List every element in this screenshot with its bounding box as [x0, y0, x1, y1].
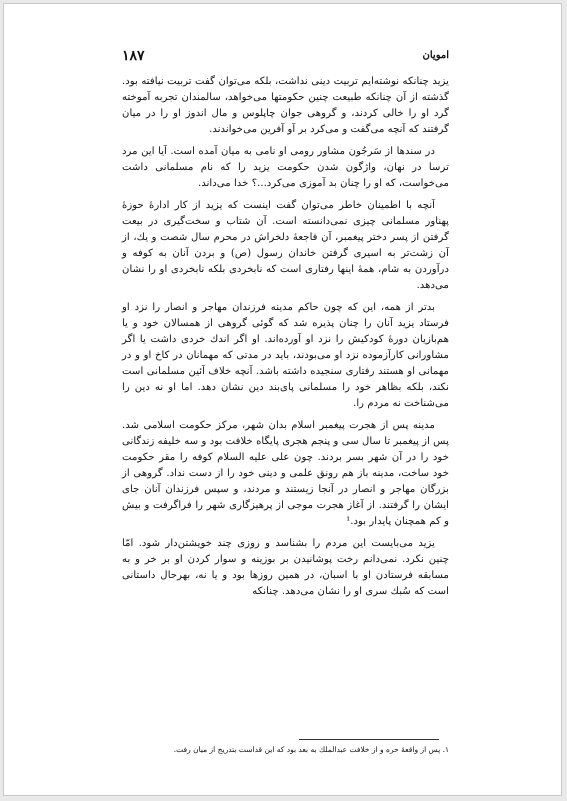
- paragraph: یزید چنانکه نوشته‌ایم تربیت دینی نداشت، بلکه می‌توان گفت تربیت نیافته بود. گذشته از آن چنانکه طبیعت چنین حکومتها می‌خواهد، سالمندان تجربه آموخته گرد او را خالی کردند، و گروهی جوان چاپلوس و مال اندوز او را در میان گرفتند که آنچه می‌گفت و می‌کرد بر آو آفرین می‌خواندند.: [122, 76, 449, 135]
- footnote-divider: [299, 739, 439, 740]
- page-header: [122, 48, 449, 68]
- paragraph: بدتر از همه، این که چون حاکم مدینه فرزندان مهاجر و انصار را نزد او فرستاد یزید آنان را چنان پذیره شد که گوئی گروهی از همسالان خود و یا هم‌بازیان دورهٔ کودکیش را نزد او آورده‌اند. او اگر اندك خردی داشت یا اگر مشاورانی کارآزموده نزد او می‌بودند، باید در مدتی که مهمانان در کاخ او و در مهمانی او هستند رفتاری سنجیده داشته باشد. آنچه خلاف آئین مسلمانی است نکند، بلکه بظاهر خود را مسلمانی پای‌بند دین نشان دهد. اما او نه دین را می‌شناخت نه مردم را.: [122, 302, 449, 409]
- paragraph: آنچه با اطمینان خاطر می‌توان گفت اینست که یزید از کار ادارهٔ حوزهٔ پهناور مسلمانی چیزی نمی‌دانسته است. آن شتاب و سخت‌گیری در بیعت گرفتن از پسر دختر پیغمبر، آن فاجعهٔ دلخراش در محرم سال شصت و یك، از آن زشت‌تر به اسیری گرفتن خاندان رسول (ص) و بردن آنان به کوفه و درآوردن به شام، همهٔ اینها رفتاری است که نابخردی بلکه نابخردی او را نشان می‌دهد.: [122, 200, 449, 291]
- paragraph: مدینه پس از هجرت پیغمبر اسلام بدان شهر، مرکز حکومت اسلامی شد. پس از پیغمبر تا سال سی و پنجم هجری پایگاه خلافت بود و سه خلیفه زندگانی خود را در آن شهر بسر بردند. چون علی علیه السلام کوفه را مقر حکومت خود ساخت، مدینه باز هم رونق علمی و دینی خود را از دست نداد. گروهی از بزرگان مهاجر و انصار در آنجا زیستند و مردند، و سپس فرزندان آنان جای ایشان را گرفتند. از آغاز هجرت موجی از پرهیزگاری شهر را فراگرفت و بیش و کم همچنان پایدار بود.¹: [122, 420, 449, 527]
- page-number: ۱۸۷: [122, 48, 145, 64]
- footnote: ۱. پس از واقعهٔ حره و از خلافت عبدالملك به بعد بود که این قداست بتدریج از میان رفت.: [173, 745, 449, 754]
- paragraph: در سندها از سَرجُون مشاور رومی او نامی به میان آمده است. آیا این مرد ترسا در نهان، واژگون شدن حکومت یزید را که نام مسلمانی داشت می‌خواست، که او را چنان بد آموزی می‌کرد...؟ خدا می‌داند.: [122, 146, 449, 189]
- running-head: امویان: [422, 50, 449, 61]
- paragraph: یزید می‌بایست این مردم را بشناسد و روزی چند خویشتن‌دار شود. امّا چنین نکرد. نمی‌دانم رخت پوشانیدن بر بوزینه و سوار کردن او بر خر و به مسابقه فرستادن او با اسبان، در همین روزها بود و یا نه، بهرحال داستانی است که سُبك سری او را نشان می‌دهد. چنانکه: [122, 538, 449, 597]
- book-page: [3, 3, 562, 796]
- body-text: [122, 74, 449, 606]
